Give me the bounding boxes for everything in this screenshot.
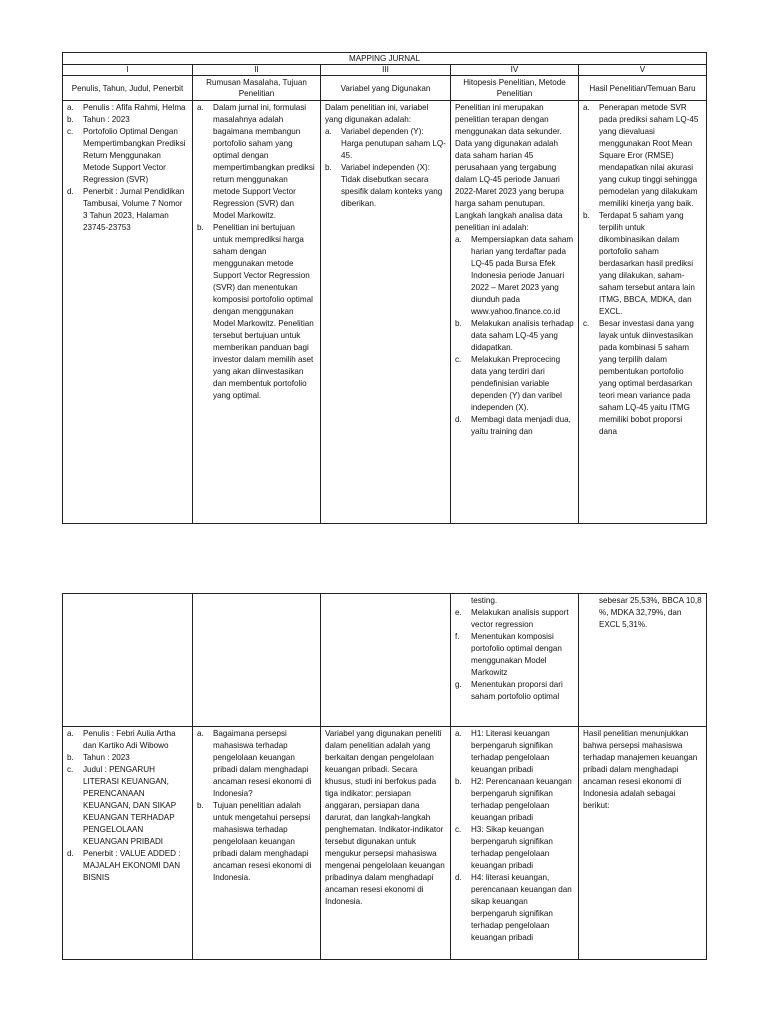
- list-item: [455, 824, 574, 872]
- list-marker: a.: [583, 103, 590, 112]
- list-marker: f.: [455, 632, 460, 641]
- list-item-text: H1: Literasi keuangan berpengaruh signifikan terhadap pengelolaan keuangan pribadi: [471, 729, 553, 774]
- list-marker: c.: [583, 319, 590, 328]
- column-header-variables: Variabel yang Digunakan: [321, 76, 451, 101]
- method-intro: Penelitian ini merupakan penelitian terapan dengan menggunakan data sekunder. Data yang digunakan adalah data saham harian 45 perusahaan yang tergabung dalam LQ-45 periode Januari 2022-Maret 2023 yang berupa harga saham penutupan.: [455, 103, 564, 208]
- method-steps-intro: Langkah langkah analisa data penelitian ini adalah:: [455, 211, 563, 232]
- list-marker: d.: [67, 187, 74, 196]
- list-item: [455, 318, 574, 354]
- list-item-text: Menentukan komposisi portofolio optimal dengan menggunakan Model Markowitz: [471, 632, 562, 677]
- list-marker: b.: [67, 115, 74, 124]
- row2-problem-cell: [193, 594, 321, 727]
- list-item-text: Bagaimana persepsi mahasiswa terhadap pengelolaan keuangan pribadi dalam menghadapi ancaman resesi ekonomi di Indonesia?: [213, 729, 312, 798]
- list-marker: a.: [67, 729, 74, 738]
- list-item-text: Melakukan analisis terhadap data saham LQ-45 yang didapatkan.: [471, 319, 574, 352]
- column-header-problem: Rumusan Masalaha, Tujuan Penelitian: [193, 76, 321, 101]
- list-item: [67, 728, 188, 752]
- list-item-text: Penerbit : VALUE ADDED : MAJALAH EKONOMI DAN BISNIS: [83, 849, 181, 882]
- list-item-text: Penulis : Febri Aulia Artha dan Kartiko Adi Wibowo: [83, 729, 176, 750]
- list-marker: c.: [67, 127, 74, 136]
- list-marker: b.: [325, 163, 332, 172]
- list-item-text: H2: Perencanaan keuangan berpengaruh signifikan terhadap pengelolaan keuangan pribadi: [471, 777, 572, 822]
- list-marker: a.: [325, 127, 332, 136]
- row1-author-cell: [63, 101, 193, 524]
- list-item-text: Tahun : 2023: [83, 115, 130, 124]
- column-header-author: Penulis, Tahun, Judul, Penerbit: [63, 76, 193, 101]
- list-marker: d.: [455, 415, 462, 424]
- list-item: [325, 126, 446, 162]
- list-marker: d.: [67, 849, 74, 858]
- problem-list: [197, 728, 316, 884]
- list-item: [67, 752, 188, 764]
- list-item-text: Judul : PENGARUH LITERASI KEUANGAN, PERENCANAAN KEUANGAN, DAN SIKAP KEUANGAN TERHADAP PENGELOLAAN KEUANGAN PRIBADI: [83, 765, 176, 846]
- hypothesis-list: [455, 728, 574, 944]
- mapping-table-page1: [62, 52, 707, 524]
- variables-list: [325, 126, 446, 210]
- row2-variables-cell: [321, 594, 451, 727]
- roman-numeral-3: III: [321, 65, 451, 76]
- list-item-text: Penulis : Afifa Rahmi, Helma: [83, 103, 186, 112]
- author-list: [67, 728, 188, 884]
- list-item-text: Variabel independen (X): Tidak disebutkan secara spesifik dalam konteks yang diberikan.: [341, 163, 443, 208]
- table-row: [63, 727, 707, 960]
- method-steps-list: [455, 234, 574, 438]
- list-marker: a.: [455, 235, 462, 244]
- list-item-text: Penerbit : Jurnal Pendidikan Tambusai, Volume 7 Nomor 3 Tahun 2023, Halaman 23745-23753: [83, 187, 185, 232]
- row1-results-cell: [579, 101, 707, 524]
- row1-problem-cell: [193, 101, 321, 524]
- list-item: [583, 102, 702, 210]
- table-title: MAPPING JURNAL: [63, 53, 707, 65]
- list-marker: a.: [455, 729, 462, 738]
- list-marker: a.: [197, 729, 204, 738]
- row1-method-cell: [451, 101, 579, 524]
- list-marker: c.: [455, 355, 462, 364]
- list-item: [583, 318, 702, 438]
- list-item-text: Melakukan Preprocecing data yang terdiri dari pendefinisian variable dependen (Y) dan varibel independen (X).: [471, 355, 562, 412]
- list-item-text: Penerapan metode SVR pada prediksi saham LQ-45 yang dievaluasi menggunakan Root Mean Square Eror (RMSE) mendapatkan nilai akurasi yang cukup tinggi sehingga pemodelan yang dilakukam memiliki kinerja yang baik.: [599, 103, 699, 208]
- list-marker: c.: [455, 825, 462, 834]
- list-item: [67, 114, 188, 126]
- list-item: [455, 234, 574, 318]
- method-steps-list-cont: [455, 607, 574, 703]
- list-item-text: Mempersiapkan data saham harian yang terdaftar pada LQ-45 pada Bursa Efek Indonesia periode Januari 2022 – Maret 2023 yang diunduh pada www.yahoo.finance.co.id: [471, 235, 574, 316]
- column-header-results: Hasil Penelitian/Temuan Baru: [579, 76, 707, 101]
- list-marker: b.: [197, 223, 204, 232]
- results-list: [583, 102, 702, 438]
- row3-hypothesis-cell: [451, 727, 579, 960]
- list-item-text: Tujuan penelitian adalah untuk mengetahui persepsi mahasiswa terhadap pengelolaan keuangan pribadi dalam menghadapi ancaman resesi ekonomi di Indonesia.: [213, 801, 312, 882]
- row3-results-cell: [579, 727, 707, 960]
- row2-method-cell: [451, 594, 579, 727]
- list-marker: b.: [455, 319, 462, 328]
- row3-problem-cell: [193, 727, 321, 960]
- list-item: [455, 631, 574, 679]
- column-header-hypothesis: Hitopesis Penelitian, Metode Penelitian: [451, 76, 579, 101]
- row3-variables-cell: [321, 727, 451, 960]
- results-text: Hasil penelitian menunjukkan bahwa persepsi mahasiswa terhadap manajemen keuangan pribadi dalam menghadapi ancaman resesi ekonomi di Indonesia adalah sebagai berikut:: [583, 729, 698, 810]
- list-item-text: Menentukan proporsi dari saham portofolio optimal: [471, 680, 563, 701]
- list-marker: g.: [455, 680, 462, 689]
- roman-numeral-2: II: [193, 65, 321, 76]
- author-list: [67, 102, 188, 234]
- list-marker: d.: [455, 873, 462, 882]
- list-item: [455, 679, 574, 703]
- list-item-text: Tahun : 2023: [83, 753, 130, 762]
- roman-numeral-1: I: [63, 65, 193, 76]
- list-item: [67, 186, 188, 234]
- row3-author-cell: [63, 727, 193, 960]
- list-item-text: Melakukan analisis support vector regression: [471, 608, 569, 629]
- list-item: [67, 848, 188, 884]
- table-row: [63, 101, 707, 524]
- list-item-text: H3: Sikap keuangan berpengaruh signifikan terhadap pengelolaan keuangan pribadi: [471, 825, 553, 870]
- problem-list: [197, 102, 316, 402]
- list-marker: b.: [583, 211, 590, 220]
- list-item: [197, 728, 316, 800]
- list-item: [455, 776, 574, 824]
- list-item: [197, 800, 316, 884]
- list-item: [197, 102, 316, 222]
- list-item-text: Terdapat 5 saham yang terpilih untuk dikombinasikan dalam portofolio saham berdasarkan hasil prediksi yang dilakukan, saham-saham tersebut antara lain ITMG, BBCA, MDKA, dan EXCL.: [599, 211, 695, 316]
- list-item-text: Variabel dependen (Y): Harga penutupan saham LQ-45.: [341, 127, 446, 160]
- list-item: [455, 414, 574, 438]
- list-item-text: Penelitian ini bertujuan untuk memprediksi harga saham dengan menggunakan metode Support Vector Regression (SVR) dan menentukan komposisi portofolio optimal dengan menggunakan Model Markowitz. Penelitian tersebut bertujuan untuk memberikan panduan bagi investor dalam memilih aset yang akan diinvestasikan dan membentuk portofolio yang optimal.: [213, 223, 314, 400]
- list-marker: b.: [455, 777, 462, 786]
- list-item: [455, 728, 574, 776]
- list-marker: a.: [197, 103, 204, 112]
- variables-intro: Dalam penelitian ini, variabel yang digunakan adalah:: [325, 103, 429, 124]
- row1-variables-cell: [321, 101, 451, 524]
- roman-numeral-4: IV: [451, 65, 579, 76]
- list-item: [325, 162, 446, 210]
- list-marker: b.: [67, 753, 74, 762]
- table-row: [63, 594, 707, 727]
- list-item-text: Besar investasi dana yang layak untuk diinvestasikan pada kombinasi 5 saham yang terpilih dalam pembentukan portofolio yang optimal berdasarkan teori mean variance pada saham LQ-45 yaitu ITMG memiliki bobot proporsi dana: [599, 319, 694, 436]
- list-item: [455, 607, 574, 631]
- list-item: [67, 764, 188, 848]
- list-marker: c.: [67, 765, 74, 774]
- mapping-table-page2: [62, 593, 707, 960]
- results-continuation: sebesar 25,53%, BBCA 10,8 %, MDKA 32,79%, dan EXCL 5,31%.: [599, 596, 702, 629]
- variables-text: Variabel yang digunakan peneliti dalam penelitian adalah yang berkaitan dengan pengelolaan keuangan pribadi. Secara khusus, studi ini berfokus pada tiga indikator: persiapan anggaran, persiapan dana darurat, dan langkah-langkah penghematan. Indikator-indikator tersebut digunakan untuk mengukur persepsi mahasiswa mengenai pengelolaan keuangan pribadinya dalam menghadapi ancaman resesi ekonomi di Indonesia.: [325, 729, 445, 906]
- list-item: [583, 210, 702, 318]
- list-marker: b.: [197, 801, 204, 810]
- list-item: [455, 354, 574, 414]
- list-item-text: Membagi data menjadi dua, yaitu training dan: [471, 415, 571, 436]
- list-item-text: Portofolio Optimal Dengan Mempertimbangkan Prediksi Return Menggunakan Metode Support Vector Regression (SVR): [83, 127, 186, 184]
- list-item: [197, 222, 316, 402]
- row2-author-cell: [63, 594, 193, 727]
- list-item: [455, 872, 574, 944]
- row2-results-cell: [579, 594, 707, 727]
- roman-numeral-5: V: [579, 65, 707, 76]
- list-item: [67, 102, 188, 114]
- list-marker: a.: [67, 103, 74, 112]
- list-item: [67, 126, 188, 186]
- list-item-text: H4: literasi keuangan, perencanaan keuangan dan sikap keuangan berpengaruh signifikan terhadap pengelolaan keuangan pribadi: [471, 873, 572, 942]
- list-marker: e.: [455, 608, 462, 617]
- method-continuation: testing.: [471, 596, 498, 605]
- list-item-text: Dalam jurnal ini, formulasi masalahnya adalah bagaimana membangun portofolio saham yang optimal dengan mempertimbangkan prediksi return menggunakan metode Support Vector Regression (SVR) dan Model Markowitz.: [213, 103, 315, 220]
